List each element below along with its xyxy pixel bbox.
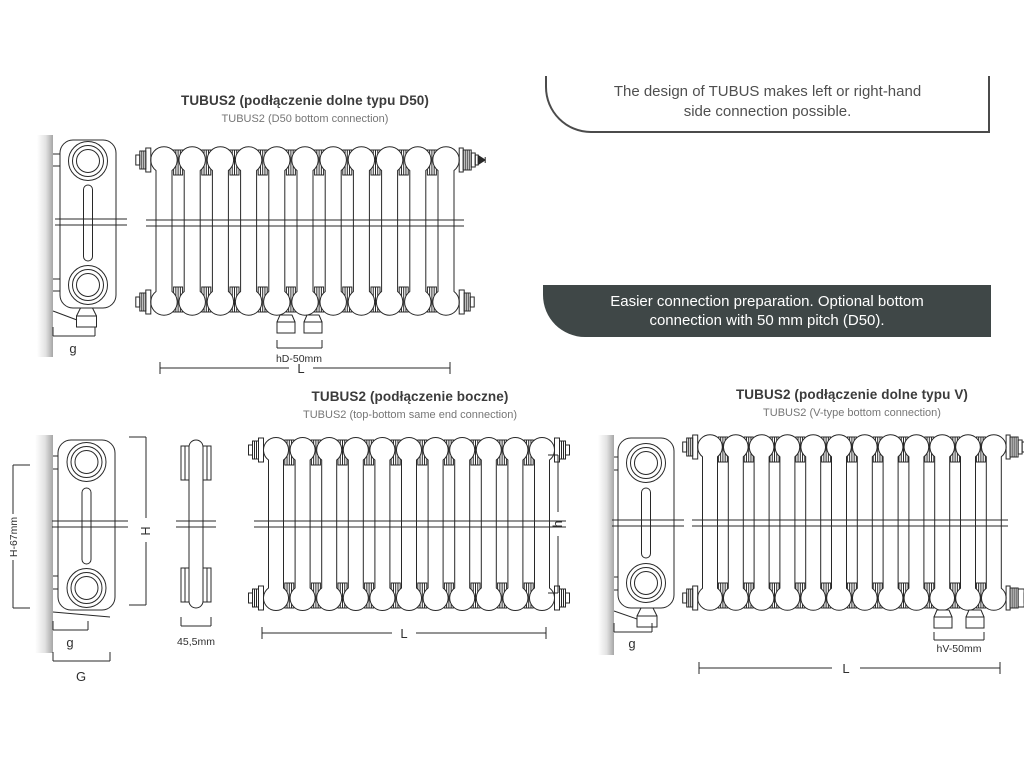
d50-subtitle: TUBUS2 (D50 bottom connection): [221, 113, 389, 125]
dim-label-depth: 45,5mm: [177, 636, 215, 648]
vtype-side-view-drawing: [590, 430, 690, 680]
easier-callout-line1: Easier connection preparation. Optional bottom: [610, 293, 924, 310]
boczne-side-view-drawing: [0, 430, 250, 692]
easier-callout-line2: connection with 50 mm pitch (D50).: [649, 312, 885, 329]
dim-label-hd50: hD-50mm: [275, 353, 323, 365]
boczne-title: TUBUS2 (podłączenie boczne): [311, 389, 509, 404]
dim-label-G: G: [75, 669, 87, 684]
boczne-subtitle: TUBUS2 (top-bottom same end connection): [303, 409, 517, 421]
design-callout: [545, 76, 990, 133]
d50-title: TUBUS2 (podłączenie dolne typu D50): [180, 93, 430, 108]
dim-label-h: h: [551, 520, 565, 528]
dim-label-length3: L: [842, 661, 850, 676]
dim-label-g: g: [69, 341, 77, 356]
easier-callout: [543, 285, 991, 337]
dim-label-g2: g: [66, 635, 74, 650]
design-callout-line2: side connection possible.: [683, 103, 852, 120]
vtype-front-view-drawing: [692, 428, 1024, 680]
dim-label-hv50: hV-50mm: [936, 643, 982, 655]
dim-label-g3: g: [628, 636, 636, 651]
dim-label-length2: L: [400, 626, 408, 641]
d50-front-view-drawing: [146, 142, 482, 382]
design-callout-line1: The design of TUBUS makes left or right-hand: [613, 83, 922, 100]
dim-label-length: L: [297, 361, 305, 376]
vtype-title: TUBUS2 (podłączenie dolne typu V): [735, 387, 969, 402]
boczne-front-view-drawing: [252, 432, 582, 644]
dim-label-H: H: [139, 526, 153, 536]
d50-side-view-drawing: [25, 133, 137, 368]
dim-label-h67: H-67mm: [8, 516, 20, 558]
vtype-subtitle: TUBUS2 (V-type bottom connection): [763, 407, 941, 419]
